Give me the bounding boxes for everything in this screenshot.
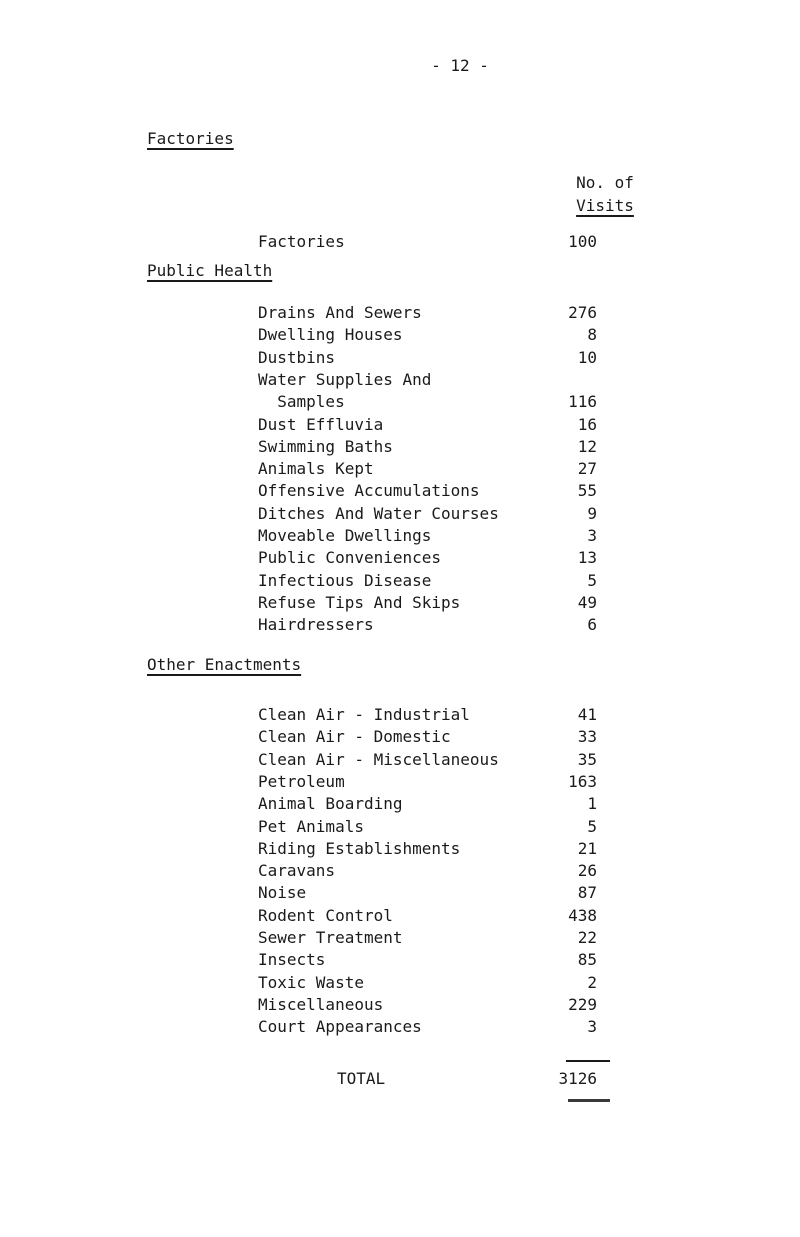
row-label: Drains And Sewers	[258, 303, 422, 322]
row-value: 22	[577, 928, 597, 947]
row-label: Animal Boarding	[258, 794, 403, 814]
row-label: Dwelling Houses	[258, 325, 403, 345]
table-row	[0, 883, 800, 907]
row-value: 163	[568, 771, 597, 791]
table-row	[0, 928, 800, 952]
factories-heading: Factories	[147, 129, 234, 148]
row-label: Sewer Treatment	[258, 928, 403, 947]
row-label: Animals Kept	[258, 459, 374, 479]
table-row	[0, 973, 800, 997]
row-label: Insects	[258, 950, 326, 970]
row-value: 87	[577, 883, 597, 903]
row-value: 229	[568, 994, 597, 1014]
row-label: Factories	[258, 232, 345, 251]
table-row	[0, 817, 800, 841]
row-label: Clean Air - Industrial	[258, 705, 470, 724]
row-label: Dust Effluvia	[258, 414, 384, 434]
table-row	[0, 415, 800, 439]
row-value: 2	[587, 972, 597, 992]
row-value: 100	[568, 232, 597, 251]
table-row	[0, 370, 800, 394]
row-value: 13	[577, 548, 597, 568]
row-label: Public Conveniences	[258, 548, 442, 568]
table-row	[0, 750, 800, 774]
row-value: 276	[568, 303, 597, 322]
row-value: 85	[577, 950, 597, 970]
row-value: 8	[587, 325, 597, 345]
row-label: Caravans	[258, 861, 336, 881]
table-row	[0, 615, 800, 639]
table-row	[0, 571, 800, 595]
row-value: 12	[577, 436, 597, 456]
row-value: 1	[587, 794, 597, 814]
row-value: 10	[577, 347, 597, 367]
row-label: Toxic Waste	[258, 972, 364, 992]
row-label: Swimming Baths	[258, 436, 393, 456]
column-header-line2: Visits	[576, 196, 634, 215]
table-row	[0, 995, 800, 1019]
table-row	[0, 861, 800, 885]
public-health-heading: Public Health	[147, 261, 273, 280]
table-row	[0, 906, 800, 930]
row-label: Clean Air - Domestic	[258, 727, 451, 747]
row-value: 438	[568, 905, 597, 925]
row-value: 33	[577, 727, 597, 747]
row-value: 116	[568, 392, 597, 412]
row-label: Offensive Accumulations	[258, 481, 480, 501]
table-row	[0, 794, 800, 818]
row-value: 5	[587, 570, 597, 590]
table-row	[0, 526, 800, 550]
double-rule-mark	[568, 1099, 610, 1102]
other-enactments-heading: Other Enactments	[147, 655, 302, 674]
row-value: 6	[587, 615, 597, 635]
row-value: 3	[587, 1017, 597, 1037]
row-label: Noise	[258, 883, 307, 903]
table-row	[0, 504, 800, 528]
row-value: 26	[577, 861, 597, 881]
total-rule	[566, 1060, 610, 1062]
row-label: Pet Animals	[258, 816, 364, 836]
row-label: Ditches And Water Courses	[258, 503, 499, 523]
row-label: Samples	[258, 392, 345, 412]
table-row	[0, 772, 800, 796]
row-label: Clean Air - Miscellaneous	[258, 749, 499, 769]
table-row	[0, 839, 800, 863]
row-label: Petroleum	[258, 771, 345, 791]
table-row	[0, 727, 800, 751]
table-row	[0, 593, 800, 617]
row-label: Refuse Tips And Skips	[258, 592, 461, 612]
table-row	[0, 1017, 800, 1041]
row-value: 21	[577, 838, 597, 858]
table-row	[0, 303, 800, 327]
row-value: 41	[577, 705, 597, 724]
row-label: Moveable Dwellings	[258, 526, 432, 545]
row-value: 49	[577, 592, 597, 612]
row-value: 27	[577, 459, 597, 479]
row-label: Water Supplies And	[258, 369, 432, 389]
total-row	[0, 1069, 800, 1093]
table-row	[0, 392, 800, 416]
table-row	[0, 705, 800, 729]
table-row	[0, 348, 800, 372]
row-value: 5	[587, 816, 597, 836]
row-label: Court Appearances	[258, 1017, 422, 1037]
table-row	[0, 950, 800, 974]
row-label: Rodent Control	[258, 905, 393, 925]
row-label: Hairdressers	[258, 615, 374, 635]
total-label: TOTAL	[337, 1069, 386, 1088]
table-row	[0, 437, 800, 461]
column-header-line1: No. of	[576, 173, 634, 192]
row-value: 16	[577, 414, 597, 434]
row-value: 9	[587, 503, 597, 523]
factories-row	[0, 232, 800, 256]
table-row	[0, 481, 800, 505]
row-label: Infectious Disease	[258, 570, 432, 590]
row-value: 55	[577, 481, 597, 501]
row-value: 35	[577, 749, 597, 769]
table-row	[0, 325, 800, 349]
table-row	[0, 459, 800, 483]
row-value: 3	[587, 526, 597, 545]
page-number: - 12 -	[431, 56, 489, 75]
table-row	[0, 548, 800, 572]
row-label: Miscellaneous	[258, 994, 384, 1014]
row-label: Riding Establishments	[258, 838, 461, 858]
row-label: Dustbins	[258, 347, 336, 367]
total-value: 3126	[558, 1069, 597, 1088]
